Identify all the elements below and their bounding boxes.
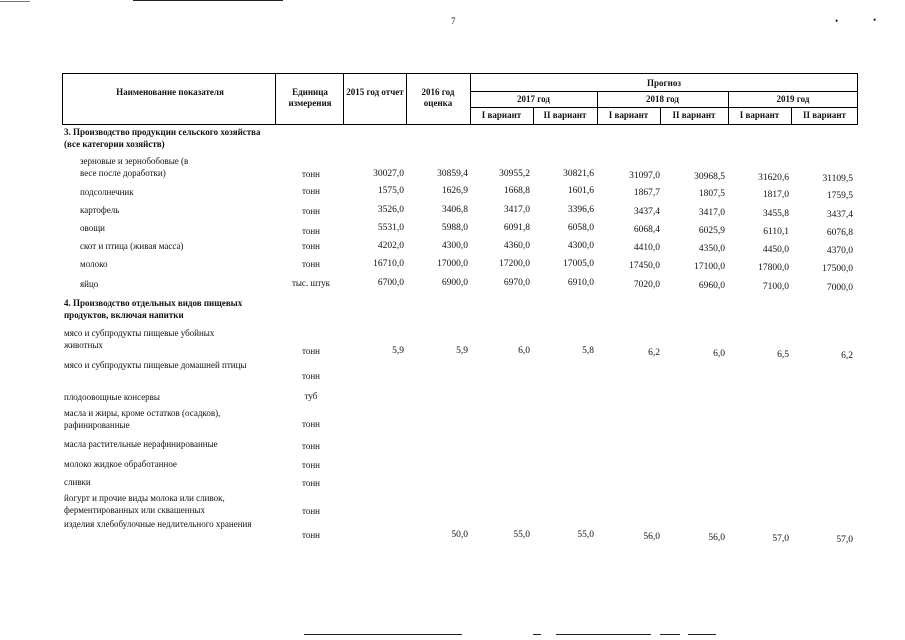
row-value: 3455,8 bbox=[762, 209, 789, 219]
variant-header: II вариант bbox=[672, 110, 716, 120]
row-value: 7000,0 bbox=[826, 283, 853, 293]
col-2015-header: 2015 год отчет bbox=[346, 87, 404, 97]
row-unit: тонн bbox=[302, 186, 320, 196]
row-unit: тонн bbox=[302, 259, 320, 269]
section-title: 4. Производство отдельных видов пищевых продуктов, включая напитки bbox=[64, 298, 243, 320]
variant-header: I вариант bbox=[481, 110, 522, 120]
row-value: 6900,0 bbox=[441, 278, 468, 288]
row-value: 6091,8 bbox=[503, 223, 530, 233]
row-label: подсолнечник bbox=[80, 187, 134, 197]
row-value: 6970,0 bbox=[503, 278, 530, 288]
row-label: плодоовощные консервы bbox=[64, 392, 160, 402]
row-value: 50,0 bbox=[451, 530, 468, 540]
row-label: мясо и субпродукты пищевые убойных животных bbox=[64, 328, 215, 350]
forecast-header: Прогноз bbox=[647, 78, 681, 88]
row-value: 4410,0 bbox=[633, 243, 660, 253]
row-value: 30968,5 bbox=[694, 172, 725, 182]
row-value: 4360,0 bbox=[503, 241, 530, 251]
row-value: 4300,0 bbox=[567, 241, 594, 251]
row-label: зерновые и зернобобовые (в весе после доработки) bbox=[80, 156, 189, 178]
page-number: 7 bbox=[451, 16, 456, 26]
row-value: 31109,5 bbox=[822, 174, 853, 184]
row-value: 6,2 bbox=[648, 348, 660, 358]
row-label: изделия хлебобулочные недлительного хранения bbox=[64, 519, 252, 529]
row-label: скот и птица (живая масса) bbox=[80, 241, 184, 251]
row-value: 3437,4 bbox=[826, 210, 853, 220]
row-value: 3406,8 bbox=[441, 205, 468, 215]
row-label: йогурт и прочие виды молока или сливок, ферментированных или сквашенных bbox=[64, 493, 225, 515]
row-value: 30955,2 bbox=[499, 169, 530, 179]
row-value: 6,2 bbox=[841, 351, 853, 361]
row-value: 5,9 bbox=[456, 346, 468, 356]
scan-mark: • bbox=[835, 16, 839, 26]
row-unit: тонн bbox=[302, 241, 320, 251]
row-value: 5531,0 bbox=[377, 223, 404, 233]
footer-rule bbox=[660, 634, 680, 635]
row-label: молоко жидкое обработанное bbox=[64, 459, 177, 469]
row-unit: тонн bbox=[302, 419, 320, 429]
year-header: 2017 год bbox=[517, 94, 550, 104]
row-label: молоко bbox=[80, 259, 108, 269]
row-value: 1575,0 bbox=[377, 186, 404, 196]
row-value: 7020,0 bbox=[633, 280, 660, 290]
footer-rule bbox=[556, 634, 651, 635]
variant-header: I вариант bbox=[608, 110, 649, 120]
row-value: 30859,4 bbox=[437, 169, 468, 179]
row-label: мясо и субпродукты пищевые домашней птицы bbox=[64, 360, 247, 370]
row-value: 6910,0 bbox=[567, 278, 594, 288]
row-value: 17500,0 bbox=[822, 264, 853, 274]
row-value: 4300,0 bbox=[441, 241, 468, 251]
row-value: 56,0 bbox=[708, 533, 725, 543]
row-label: масла и жиры, кроме остатков (осадков), рафинированные bbox=[64, 408, 221, 430]
row-value: 4202,0 bbox=[377, 241, 404, 251]
row-value: 3417,0 bbox=[698, 208, 725, 218]
row-value: 30027,0 bbox=[373, 169, 404, 179]
row-value: 6,0 bbox=[518, 346, 530, 356]
row-value: 3437,4 bbox=[633, 207, 660, 217]
row-value: 6,5 bbox=[777, 350, 789, 360]
row-value: 17100,0 bbox=[694, 262, 725, 272]
row-label: сливки bbox=[64, 477, 91, 487]
row-label: яйцо bbox=[80, 279, 99, 289]
row-value: 1759,5 bbox=[826, 191, 853, 201]
row-value: 55,0 bbox=[577, 530, 594, 540]
row-unit: тонн bbox=[302, 460, 320, 470]
variant-header: II вариант bbox=[803, 110, 846, 120]
row-unit: тонн bbox=[302, 226, 320, 236]
row-unit: тыс. штук bbox=[291, 278, 331, 288]
row-value: 6076,8 bbox=[826, 228, 853, 238]
row-value: 56,0 bbox=[643, 532, 660, 542]
row-unit: тонн bbox=[302, 506, 320, 516]
row-unit: тонн bbox=[302, 530, 320, 540]
row-value: 6700,0 bbox=[377, 278, 404, 288]
row-value: 6068,4 bbox=[633, 225, 660, 235]
row-unit: тонн bbox=[302, 371, 320, 381]
year-header: 2018 год bbox=[646, 94, 679, 104]
row-value: 57,0 bbox=[836, 535, 853, 545]
row-value: 6,0 bbox=[713, 349, 725, 359]
variant-header: I вариант bbox=[739, 110, 780, 120]
row-value: 1668,8 bbox=[503, 186, 530, 196]
row-value: 17800,0 bbox=[758, 263, 789, 273]
row-value: 30821,6 bbox=[563, 169, 594, 179]
variant-header: II вариант bbox=[543, 110, 587, 120]
row-value: 1817,0 bbox=[762, 190, 789, 200]
row-value: 31620,6 bbox=[758, 173, 789, 183]
row-value: 1626,9 bbox=[441, 186, 468, 196]
row-value: 4350,0 bbox=[698, 244, 725, 254]
row-value: 55,0 bbox=[513, 530, 530, 540]
row-value: 17000,0 bbox=[437, 259, 468, 269]
row-value: 16710,0 bbox=[373, 259, 404, 269]
row-value: 4450,0 bbox=[762, 245, 789, 255]
row-value: 57,0 bbox=[772, 534, 789, 544]
row-value: 6110,1 bbox=[763, 227, 789, 237]
row-label: масла растительные нерафинированные bbox=[64, 439, 218, 449]
section-title: 3. Производство продукции сельского хозяйства (все категории хозяйств) bbox=[64, 127, 261, 149]
row-value: 31097,0 bbox=[629, 171, 660, 181]
col-2016-header: 2016 год оценка bbox=[421, 87, 455, 108]
row-unit: тонн bbox=[302, 478, 320, 488]
row-value: 5,9 bbox=[392, 346, 404, 356]
row-unit: тонн bbox=[302, 169, 320, 179]
row-value: 6025,9 bbox=[698, 226, 725, 236]
footer-rule bbox=[688, 634, 716, 635]
row-value: 17005,0 bbox=[563, 259, 594, 269]
row-unit: туб bbox=[304, 391, 318, 401]
row-value: 1807,5 bbox=[698, 189, 725, 199]
row-value: 5988,0 bbox=[441, 223, 468, 233]
row-label: картофель bbox=[80, 205, 120, 215]
footer-rule bbox=[304, 634, 462, 635]
row-value: 7100,0 bbox=[762, 282, 789, 292]
scan-mark: • bbox=[873, 15, 877, 25]
col-unit-header: Единица измерения bbox=[288, 87, 332, 108]
col-name-header: Наименование показателя bbox=[116, 87, 224, 97]
row-value: 6058,0 bbox=[567, 223, 594, 233]
top-rule bbox=[133, 0, 283, 1]
footer-rule bbox=[533, 634, 541, 635]
row-value: 1601,6 bbox=[567, 186, 594, 196]
row-value: 4370,0 bbox=[826, 246, 853, 256]
row-value: 1867,7 bbox=[633, 188, 660, 198]
row-value: 3396,6 bbox=[567, 205, 594, 215]
row-value: 6960,0 bbox=[698, 281, 725, 291]
row-value: 17450,0 bbox=[629, 261, 660, 271]
year-header: 2019 год bbox=[776, 94, 810, 104]
row-value: 5,8 bbox=[582, 346, 594, 356]
row-label: овощи bbox=[80, 223, 105, 233]
top-rule-short bbox=[0, 1, 30, 2]
row-unit: тонн bbox=[302, 206, 320, 216]
row-unit: тонн bbox=[302, 346, 320, 356]
row-value: 17200,0 bbox=[499, 259, 530, 269]
row-unit: тонн bbox=[302, 441, 320, 451]
row-value: 3526,0 bbox=[377, 205, 404, 215]
row-value: 3417,0 bbox=[503, 205, 530, 215]
